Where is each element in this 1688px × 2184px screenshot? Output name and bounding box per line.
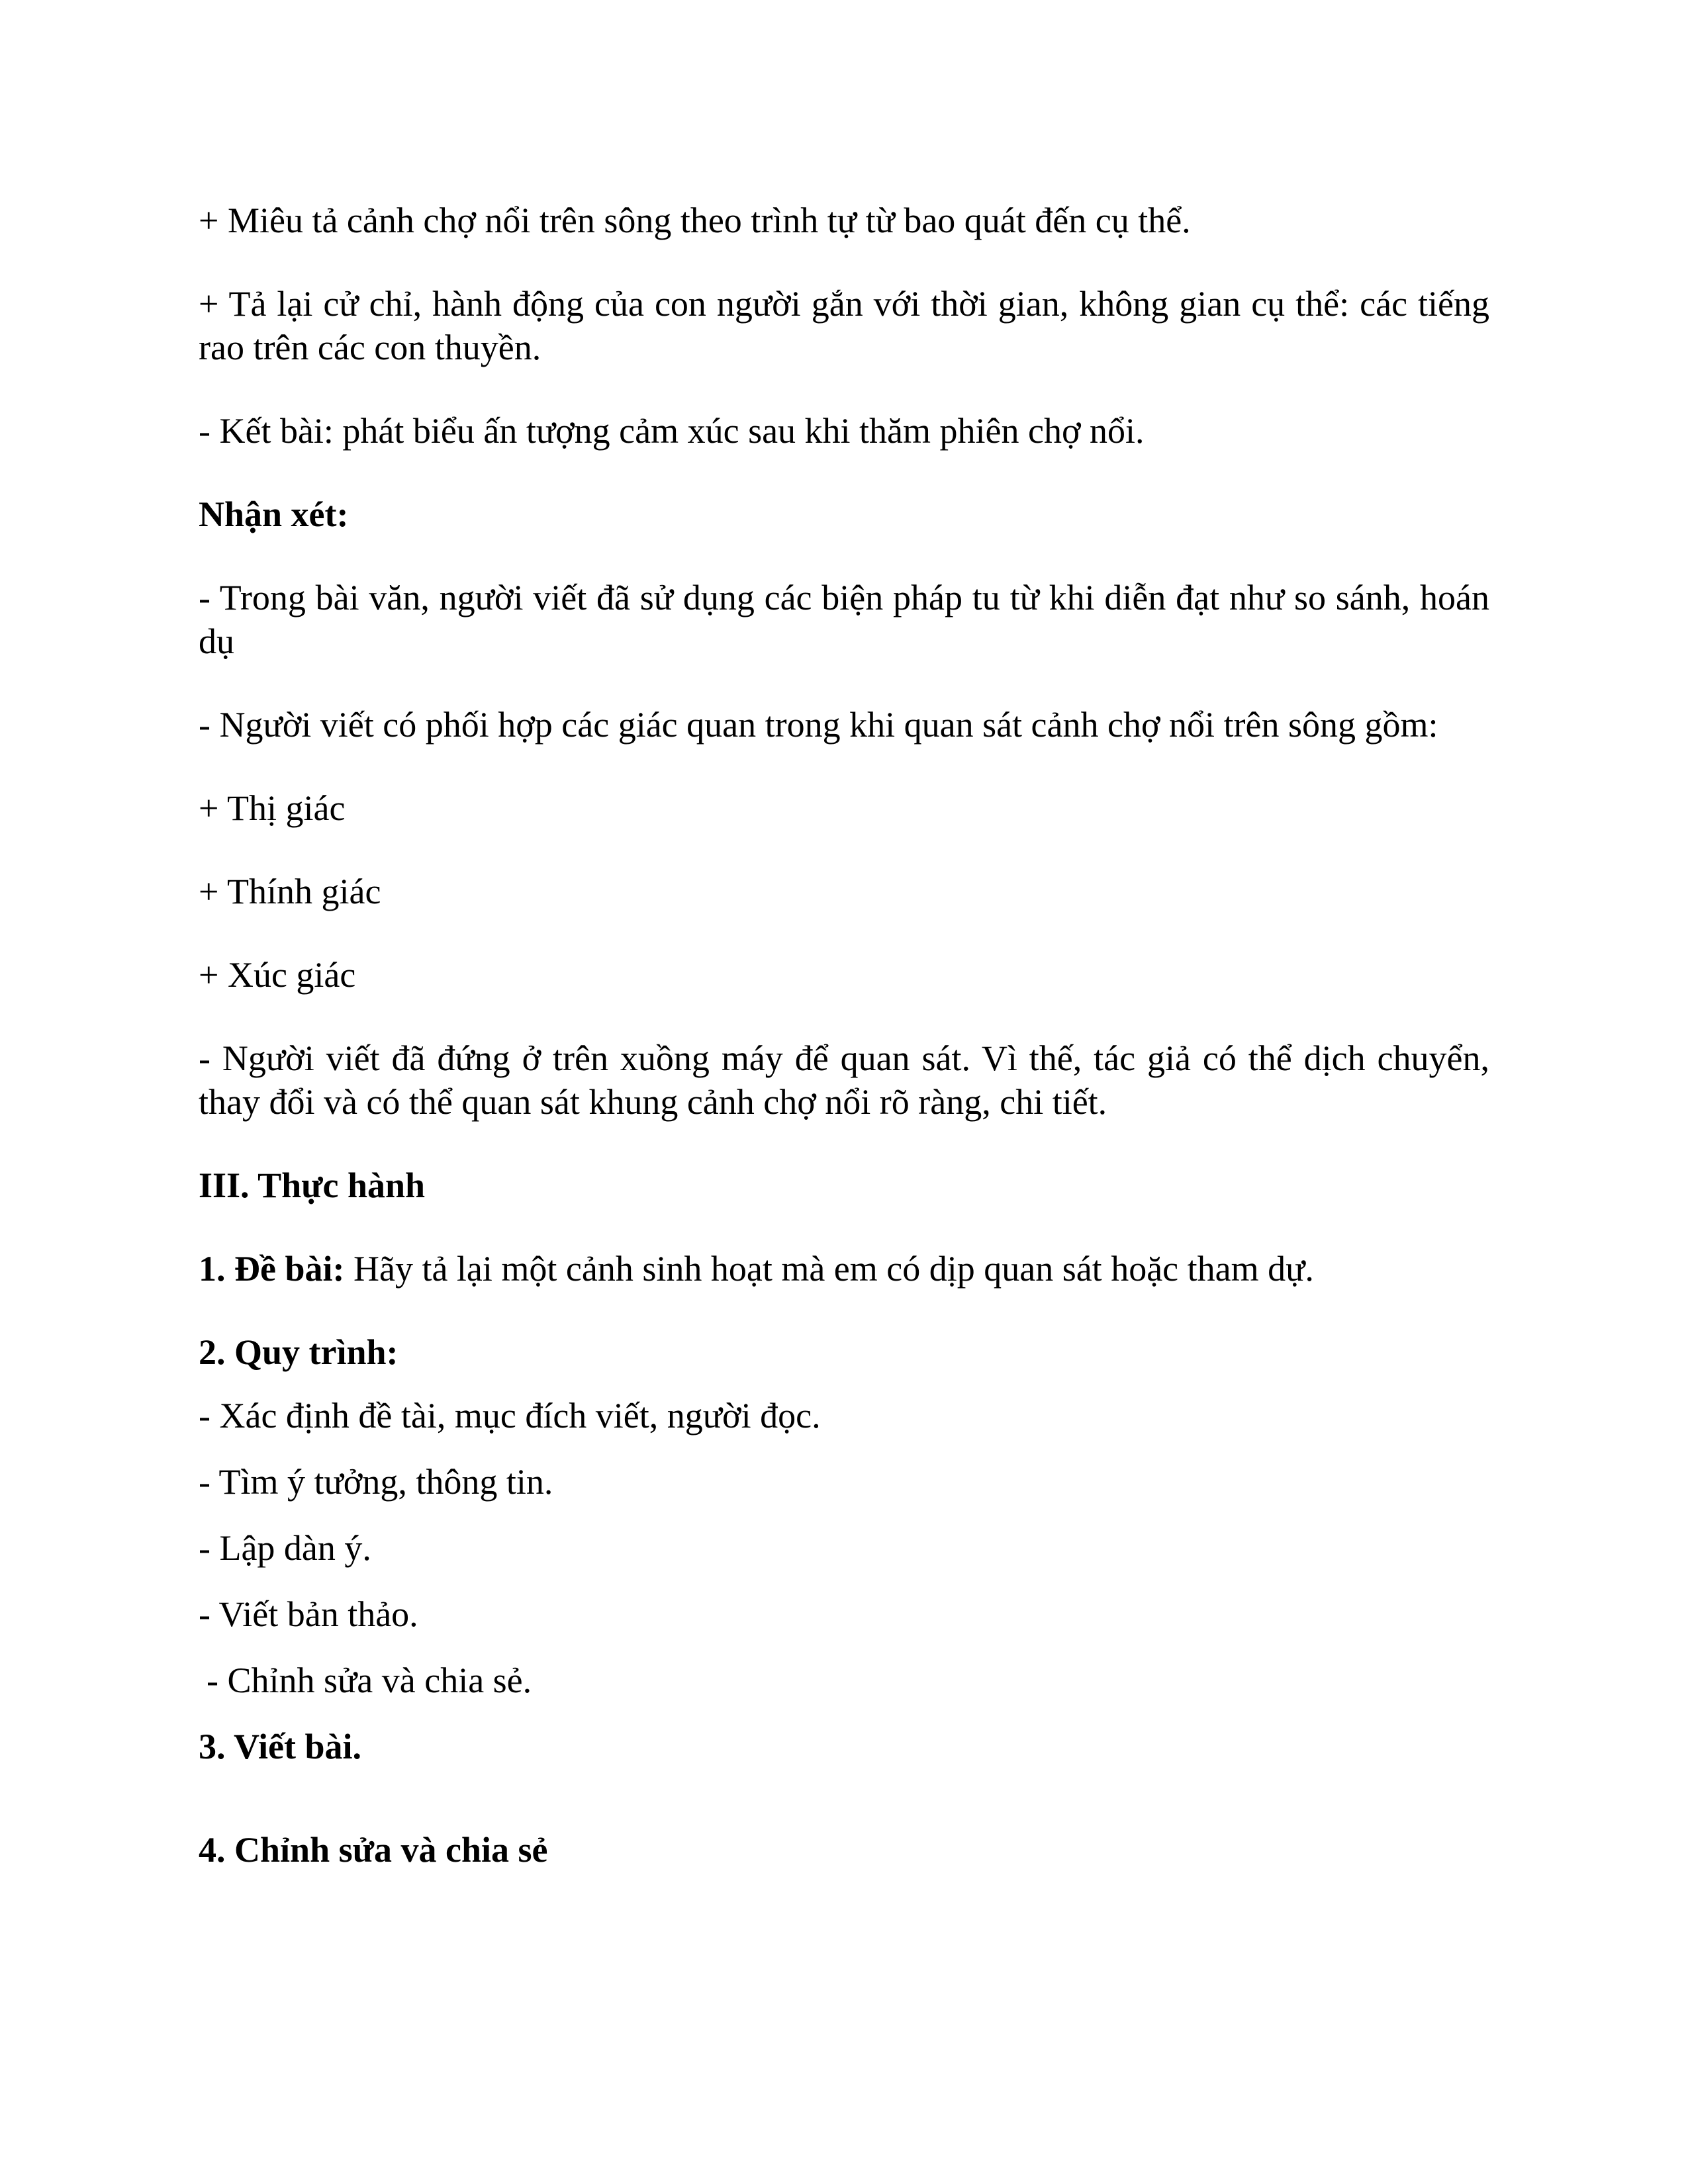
paragraph-de-bai xyxy=(199,1247,1489,1291)
list-item-touch: + Xúc giác xyxy=(199,955,356,995)
paragraph-rhetoric: - Trong bài văn, người viết đã sử dụng các biện pháp tu từ khi diễn đạt như so sánh, hoán dụ xyxy=(199,578,1489,661)
list-item-step-5: - Chỉnh sửa và chia sẻ. xyxy=(207,1661,532,1700)
list-item-step-2: - Tìm ý tưởng, thông tin. xyxy=(199,1462,553,1502)
de-bai-text: Hãy tả lại một cảnh sinh hoạt mà em có dịp quan sát hoặc tham dự. xyxy=(344,1249,1314,1289)
heading-nhan-xet xyxy=(199,492,1489,536)
heading-quy-trinh-text: 2. Quy trình: xyxy=(199,1332,399,1372)
document-body xyxy=(199,199,1489,1872)
heading-viet-bai-text: 3. Viết bài. xyxy=(199,1727,362,1766)
list-item-sight: + Thị giác xyxy=(199,788,346,828)
paragraph-conclusion: - Kết bài: phát biểu ấn tượng cảm xúc sau khi thăm phiên chợ nổi. xyxy=(199,411,1145,451)
paragraph-describe-market: + Miêu tả cảnh chợ nổi trên sông theo trình tự từ bao quát đến cụ thể. xyxy=(199,201,1191,240)
list-item-step-3: - Lập dàn ý. xyxy=(199,1528,371,1568)
de-bai-label: 1. Đề bài: xyxy=(199,1249,345,1289)
list-item-hearing: + Thính giác xyxy=(199,872,381,911)
heading-chinh-sua xyxy=(199,1828,1489,1872)
heading-chinh-sua-text: 4. Chỉnh sửa và chia sẻ xyxy=(199,1830,548,1870)
list-item-step-4: - Viết bản thảo. xyxy=(199,1594,418,1634)
paragraph-describe-people: + Tả lại cử chỉ, hành động của con người gắn với thời gian, không gian cụ thể: các tiếng rao trên các con thuyền. xyxy=(199,284,1489,367)
heading-nhan-xet-text: Nhận xét: xyxy=(199,494,349,534)
heading-viet-bai xyxy=(199,1725,1489,1768)
heading-quy-trinh xyxy=(199,1330,1489,1374)
paragraph-senses: - Người viết có phối hợp các giác quan trong khi quan sát cảnh chợ nổi trên sông gồm: xyxy=(199,705,1438,745)
list-item-step-1: - Xác định đề tài, mục đích viết, người đọc. xyxy=(199,1396,821,1435)
heading-thuc-hanh xyxy=(199,1163,1489,1207)
paragraph-viewpoint: - Người viết đã đứng ở trên xuồng máy để quan sát. Vì thế, tác giả có thể dịch chuyển, thay đổi và có thể quan sát khung cảnh chợ nổi rõ ràng, chi tiết. xyxy=(199,1038,1489,1122)
heading-thuc-hanh-text: III. Thực hành xyxy=(199,1165,426,1205)
